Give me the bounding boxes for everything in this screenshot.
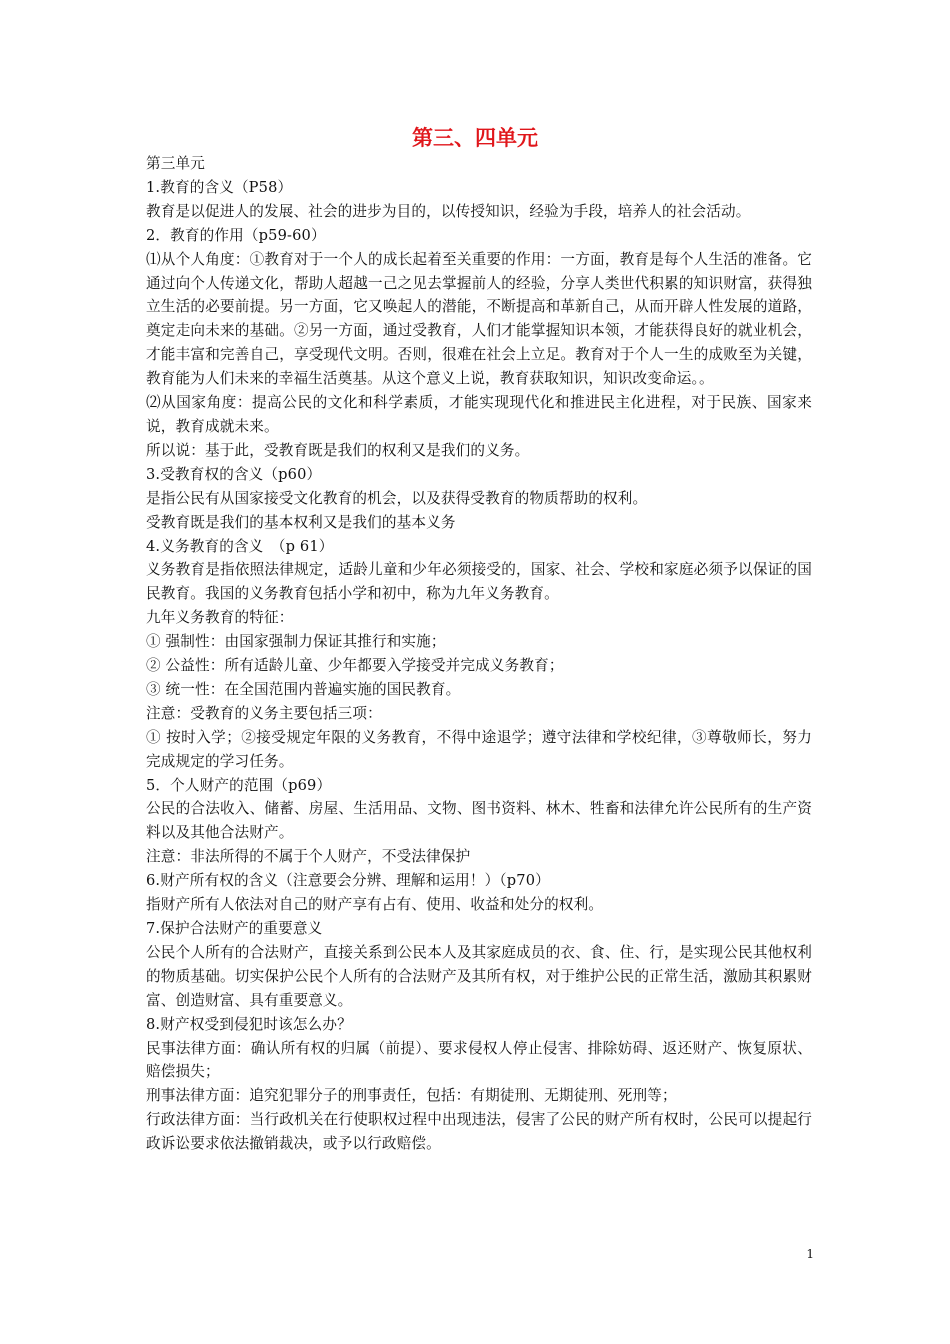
paragraph-features-heading: 九年义务教育的特征： bbox=[146, 609, 294, 627]
section-heading-5: 5．个人财产的范围（p69） bbox=[146, 776, 332, 794]
page-number: 1 bbox=[806, 1247, 814, 1261]
list-item-public-welfare: ② 公益性：所有适龄儿童、少年都要入学接受并完成义务教育； bbox=[146, 657, 564, 675]
paragraph-national-perspective: ⑵从国家角度：提高公民的文化和科学素质，才能实现现代化和推进民主化进程，对于民族、国家来说，教育成就未来。 bbox=[146, 394, 812, 435]
paragraph-right-and-duty: 受教育既是我们的基本权利又是我们的基本义务 bbox=[146, 513, 456, 531]
paragraph-education-definition: 教育是以促进人的发展、社会的进步为目的，以传授知识，经验为手段，培养人的社会活动。 bbox=[146, 202, 751, 220]
section-heading-1: 1.教育的含义（P58） bbox=[146, 178, 293, 196]
paragraph-administrative-law: 行政法律方面：当行政机关在行使职权过程中出现违法，侵害了公民的财产所有权时，公民可以提起行政诉讼要求依法撤销裁决，或予以行政赔偿。 bbox=[146, 1111, 812, 1153]
document-title: 第三、四单元 bbox=[412, 125, 538, 150]
section-heading-3: 3.受教育权的含义（p60） bbox=[146, 465, 322, 483]
paragraph-individual-perspective: ⑴从个人角度：①教育对于一个人的成长起着至关重要的作用：一方面，教育是每个人生活的准备。它通过向个人传递文化，帮助人超越一己之见去掌握前人的经验，分享人类世代积累的知识财富，获得独立生活的必要前提。另一方面，它又唤起人的潜能，不断提高和革新自己，从而开辟人性发展的道路，奠定走向未来的基础。②另一方面，通过受教育，人们才能掌握知识本领，才能获得良好的就业机会，才能丰富和完善自己，享受现代文明。否则，很难在社会上立足。教育对于个人一生的成败至为关键，教育能为人们未来的幸福生活奠基。从这个意义上说，教育获取知识，知识改变命运。。 bbox=[146, 250, 812, 388]
section-heading-2: 2．教育的作用（p59-60） bbox=[146, 226, 326, 244]
section-heading-4: 4.义务教育的含义 （p 61） bbox=[146, 537, 334, 555]
paragraph-criminal-law: 刑事法律方面：追究犯罪分子的刑事责任，包括：有期徒刑、无期徒刑、死刑等； bbox=[146, 1087, 677, 1105]
list-item-mandatory: ① 强制性：由国家强制力保证其推行和实施； bbox=[146, 633, 446, 651]
list-item-duties: ① 按时入学；②接受规定年限的义务教育，不得中途退学；遵守法律和学校纪律，③尊敬师长，努力完成规定的学习任务。 bbox=[146, 728, 812, 770]
paragraph-conclusion: 所以说：基于此，受教育既是我们的权利又是我们的义务。 bbox=[146, 441, 530, 459]
section-heading-8: 8.财产权受到侵犯时该怎么办？ bbox=[146, 1015, 352, 1033]
section-heading-6: 6.财产所有权的含义（注意要会分辨、理解和运用！）（p70） bbox=[146, 872, 550, 890]
paragraph-note-duties: 注意：受教育的义务主要包括三项： bbox=[146, 704, 382, 722]
unit-heading: 第三单元 bbox=[146, 155, 205, 172]
paragraph-right-definition: 是指公民有从国家接受文化教育的机会，以及获得受教育的物质帮助的权利。 bbox=[146, 489, 648, 507]
paragraph-civil-law: 民事法律方面：确认所有权的归属（前提）、要求侵权人停止侵害、排除妨碍、返还财产、恢复原状、赔偿损失； bbox=[146, 1039, 812, 1081]
document-body bbox=[146, 152, 812, 1156]
paragraph-property-scope: 公民的合法收入、储蓄、房屋、生活用品、文物、图书资料、林木、牲畜和法律允许公民所有的生产资料以及其他合法财产。 bbox=[146, 800, 812, 842]
paragraph-compulsory-education: 义务教育是指依照法律规定，适龄儿童和少年必须接受的，国家、社会、学校和家庭必须予以保证的国民教育。我国的义务教育包括小学和初中，称为九年义务教育。 bbox=[146, 561, 812, 603]
paragraph-protection-significance: 公民个人所有的合法财产，直接关系到公民本人及其家庭成员的衣、食、住、行，是实现公民其他权利的物质基础。切实保护公民个人所有的合法财产及其所有权，对于维护公民的正常生活，激励其积累财富、创造财富、具有重要意义。 bbox=[146, 943, 812, 1009]
paragraph-ownership-definition: 指财产所有人依法对自己的财产享有占有、使用、收益和处分的权利。 bbox=[146, 896, 604, 914]
paragraph-note-illegal-income: 注意：非法所得的不属于个人财产，不受法律保护 bbox=[146, 848, 471, 866]
section-heading-7: 7.保护合法财产的重要意义 bbox=[146, 920, 323, 937]
list-item-uniformity: ③ 统一性：在全国范围内普遍实施的国民教育。 bbox=[146, 680, 461, 698]
